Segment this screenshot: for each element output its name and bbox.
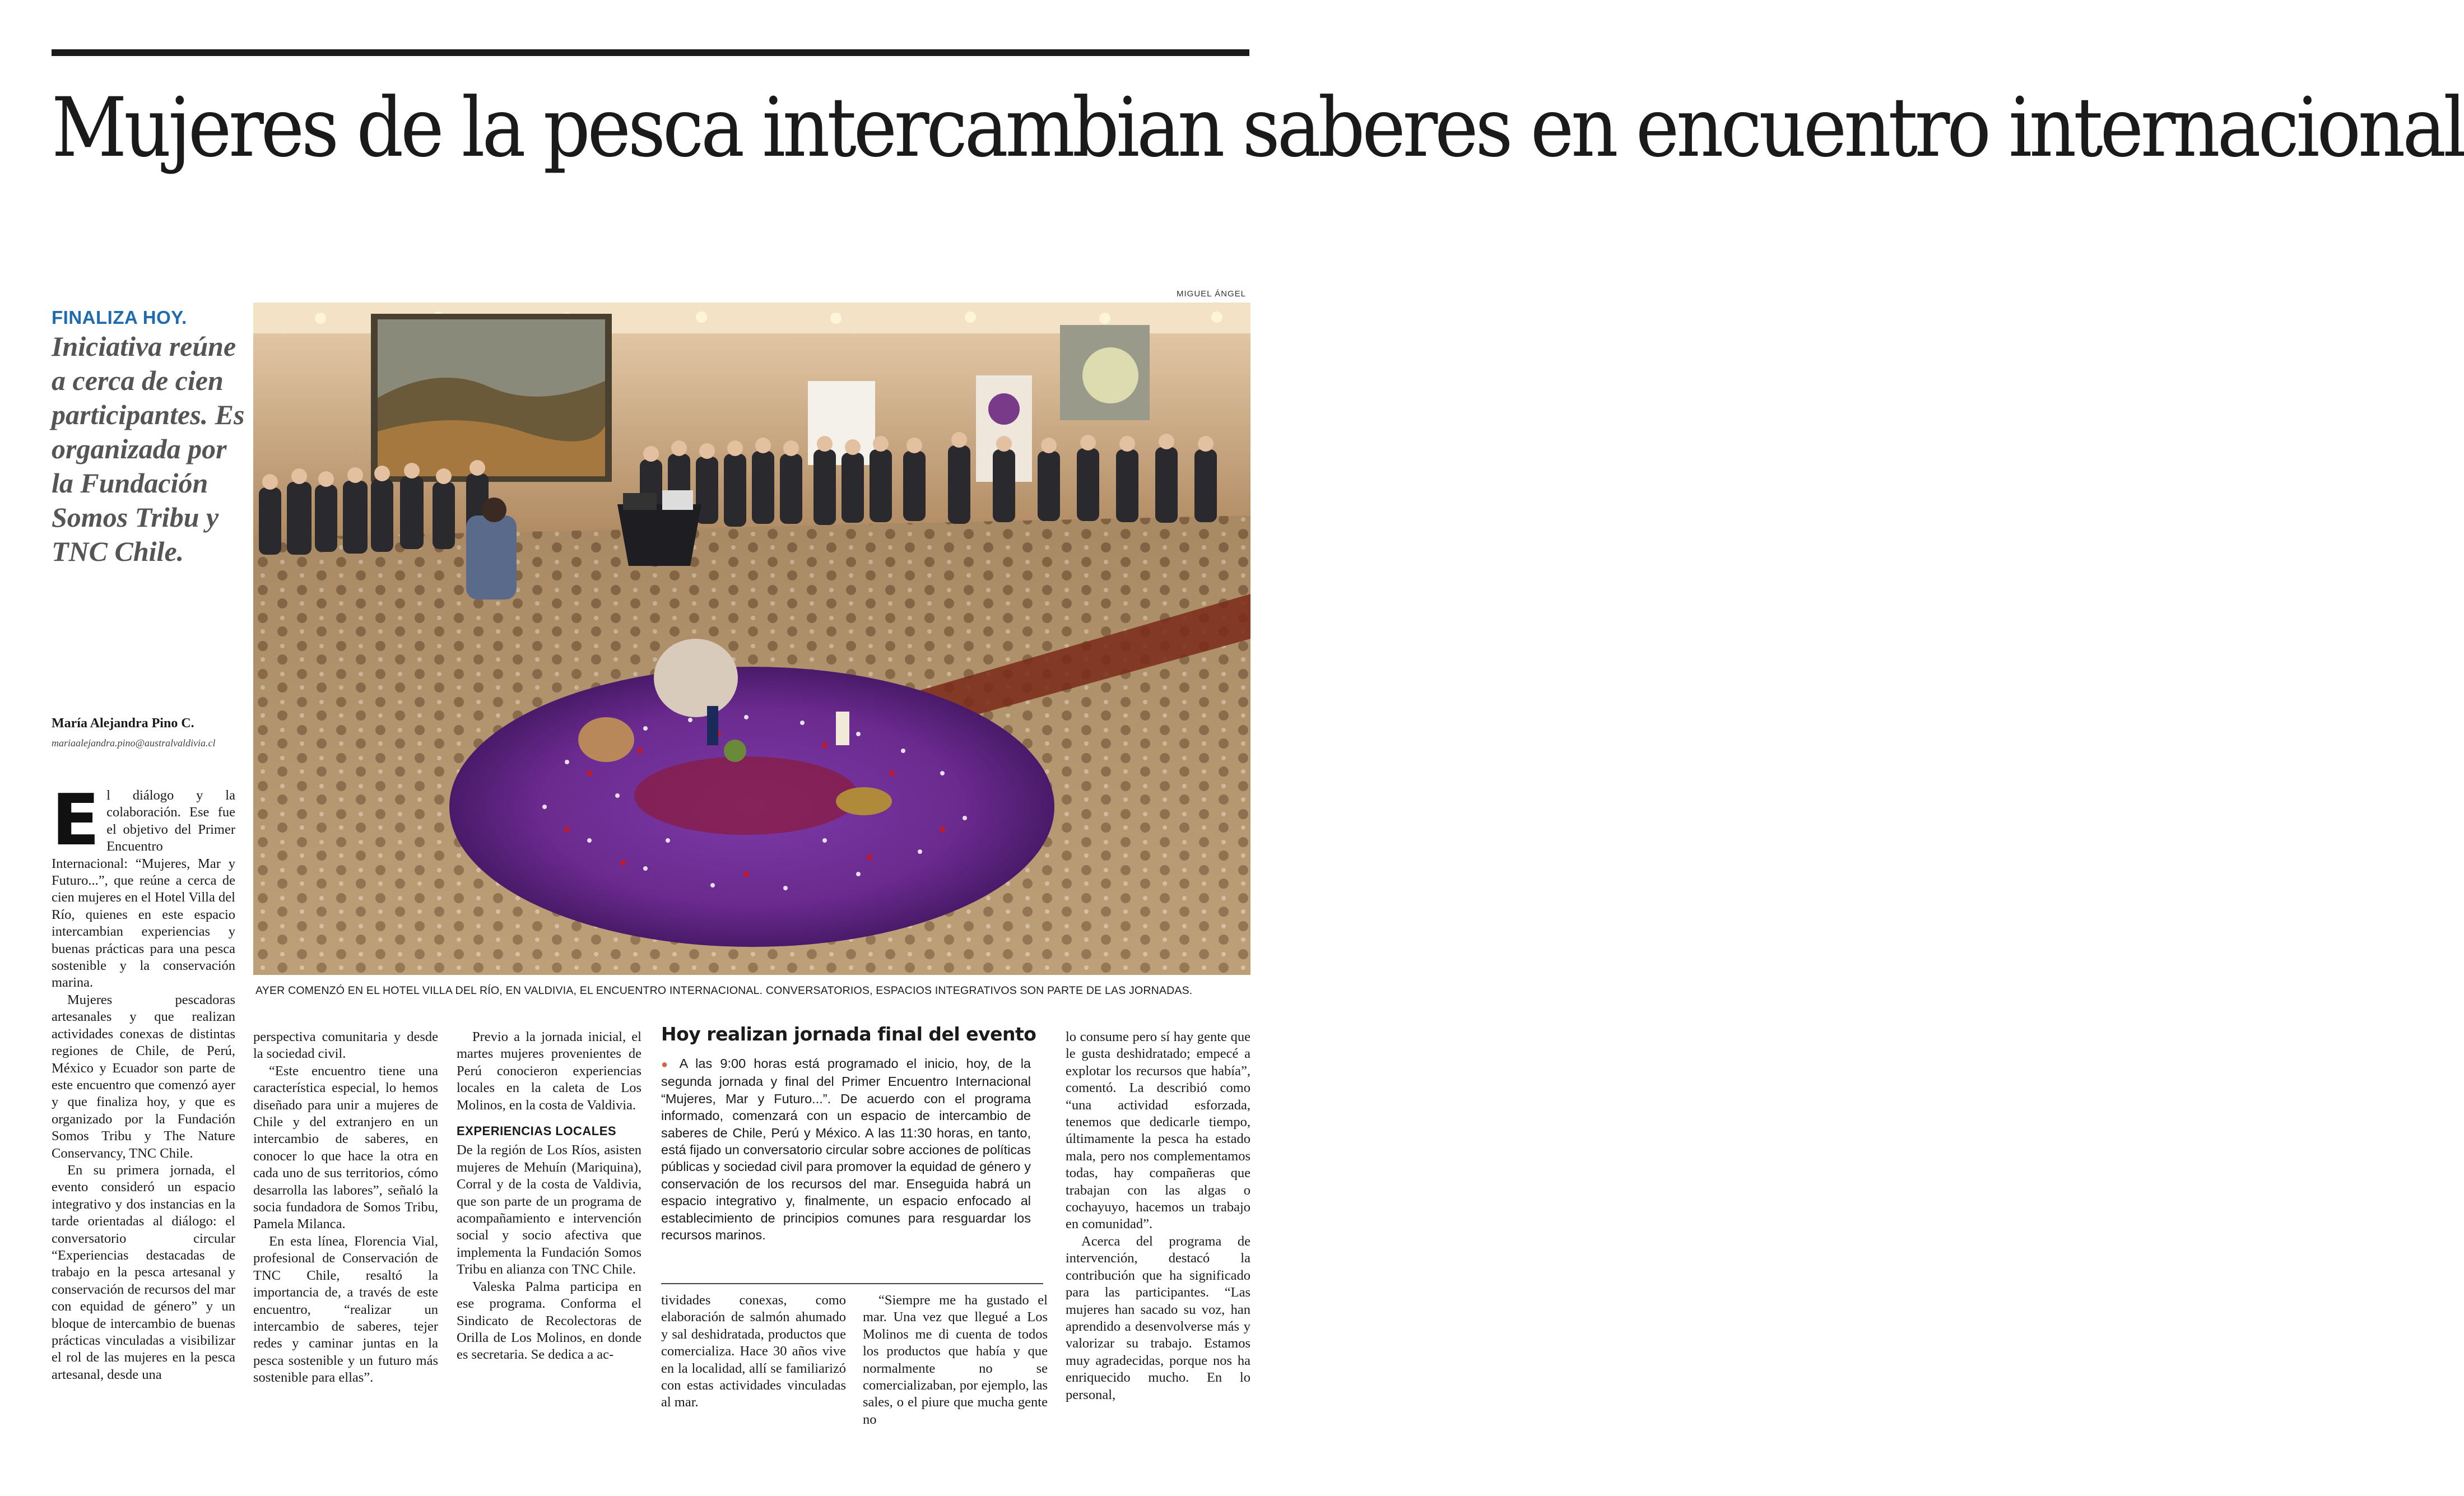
sidebar-body bbox=[661, 1055, 1031, 1243]
paragraph: “Siempre me ha gustado el mar. Una vez que llegué a Los Molinos me di cuenta de todos los productos que había y que normalmente no se comercializaban, por ejemplo, las sales, o el piure que mucha gente no bbox=[863, 1293, 1048, 1427]
kicker: FINALIZA HOY. bbox=[52, 307, 187, 328]
body-column-1 bbox=[52, 779, 235, 1383]
body-column-5 bbox=[863, 1292, 1048, 1428]
sidebar-rule bbox=[661, 1283, 1043, 1284]
body-column-3 bbox=[457, 1029, 641, 1364]
author-email: mariaalejandra.pino@australvaldivia.cl bbox=[52, 737, 216, 749]
body-column-2 bbox=[253, 1029, 438, 1387]
paragraph: lo consume pero sí hay gente que le gusta deshidratado; empecé a explotar los recursos que había”, comentó. La describió como “una actividad esforzada, tenemos que dedicarle tiempo, últimamente la pesca ha estado mala, pero nos complementamos todas, hay compañeras que trabajan con las algas o cochayuyo, hacemos un trabajo en comunidad”. bbox=[1066, 1029, 1250, 1232]
event-photo bbox=[253, 303, 1250, 975]
paragraph: En esta línea, Florencia Vial, profesional de Conservación de TNC Chile, resaltó la importancia de, a través de este encuentro, “realizar un intercambio de saberes, tejer redes y caminar juntas en la pesca sostenible y un futuro más sostenible para ellas”. bbox=[253, 1233, 438, 1386]
paragraph: De la región de Los Ríos, asisten mujeres de Mehuín (Mariquina), Corral y de la costa de Valdivia, que son parte de un programa de acompañamiento e intervención social y socio afectiva que implementa la Fundación Somos Tribu en alianza con TNC Chile. bbox=[457, 1142, 641, 1277]
sidebar-text: A las 9:00 horas está programado el inicio, hoy, de la segunda jornada y final del Primer Encuentro Internacional “Mujeres, Mar y Futuro...”. De acuerdo con el programa informado, comenzará con un espacio de intercambio de saberes de Chile, Perú y México. A las 11:30 horas, en tanto, está fijado un conversatorio circular sobre acciones de políticas públicas y sociedad civil para promover la equidad de género y conservación de los recursos del mar. Enseguida habrá un espacio integrativo y, finalmente, un espacio enfocado al establecimiento de principios comunes para resguardar los recursos marinos. bbox=[661, 1056, 1031, 1243]
section-subhead: EXPERIENCIAS LOCALES bbox=[457, 1124, 617, 1139]
headline: Mujeres de la pesca intercambian saberes en encuentro internacional bbox=[52, 80, 2464, 175]
paragraph: tividades conexas, como elaboración de salmón ahumado y sal deshidratada, productos que comercializa. Hace 30 años vive en la localidad, allí se familiarizó con estas actividades vinculadas al mar. bbox=[661, 1293, 846, 1410]
top-rule bbox=[52, 49, 1249, 56]
photo-caption: AYER COMENZÓ EN EL HOTEL VILLA DEL RÍO, EN VALDIVIA, EL ENCUENTRO INTERNACIONAL. CONVERSATORIOS, ESPACIOS INTEGRATIVOS SON PARTE DE LAS JORNADAS. bbox=[255, 984, 1193, 997]
paragraph: perspectiva comunitaria y desde la sociedad civil. bbox=[253, 1029, 438, 1062]
drop-cap: E bbox=[52, 779, 100, 861]
body-column-6 bbox=[1066, 1029, 1250, 1404]
paragraph: Mujeres pescadoras artesanales y que realizan actividades conexas de distintas regiones de Chile, de Perú, México y Ecuador son parte de este encuentro que comenzó ayer y que finaliza hoy, y que es organizado por la Fundación Somos Tribu y The Nature Conservancy, TNC Chile. bbox=[52, 992, 235, 1161]
paragraph: “Este encuentro tiene una característica especial, lo hemos diseñado para unir a mujeres de Chile y del extranjero en un intercambio de saberes, en conocer lo que hace la otra en cada uno de sus territorios, cómo desarrolla las labores”, señaló la socia fundadora de Somos Tribu, Pamela Milanca. bbox=[253, 1063, 438, 1232]
body-column-4 bbox=[661, 1292, 846, 1411]
deck: Iniciativa reúne a cerca de cien participantes. Es organizada por la Fundación Somos Tribu y TNC Chile. bbox=[52, 331, 245, 567]
sidebar-title: Hoy realizan jornada final del evento bbox=[661, 1023, 1036, 1045]
paragraph: l diálogo y la colaboración. Ese fue el objetivo del Primer Encuentro Internacional: “Mujeres, Mar y Futuro...”, que reúne a cerca de cien mujeres en el Hotel Villa del Río, quienes en este espacio intercambian experiencias y buenas prácticas para una pesca sostenible y la conservación marina. bbox=[52, 788, 235, 991]
bullet-icon: ● bbox=[661, 1058, 672, 1071]
byline: María Alejandra Pino C. bbox=[52, 716, 194, 731]
paragraph: Acerca del programa de intervención, destacó la contribución que ha significado para las participantes. “Las mujeres han sacado su voz, han aprendido a desenvolverse más y valorizar su trabajo. Estamos muy agradecidas, porque nos ha enriquecido mucho. En lo personal, bbox=[1066, 1233, 1250, 1402]
paragraph: Previo a la jornada inicial, el martes mujeres provenientes de Perú conocieron experiencias locales en la caleta de Los Molinos, en la costa de Valdivia. bbox=[457, 1029, 641, 1113]
photo-credit: MIGUEL ÁNGEL bbox=[1177, 289, 1246, 299]
paragraph: En su primera jornada, el evento consideró un espacio integrativo y dos instancias en la tarde orientadas al diálogo: el conversatorio circular “Experiencias destacadas de trabajo en la pesca artesanal y conservación de recursos del mar con equidad de género” y un bloque de intercambio de buenas prácticas vinculadas a visibilizar el rol de las mujeres en la pesca artesanal, desde una bbox=[52, 1162, 235, 1382]
paragraph: Valeska Palma participa en ese programa. Conforma el Sindicato de Recolectoras de Orilla de Los Molinos, en donde es secretaria. Se dedica a ac- bbox=[457, 1279, 641, 1363]
